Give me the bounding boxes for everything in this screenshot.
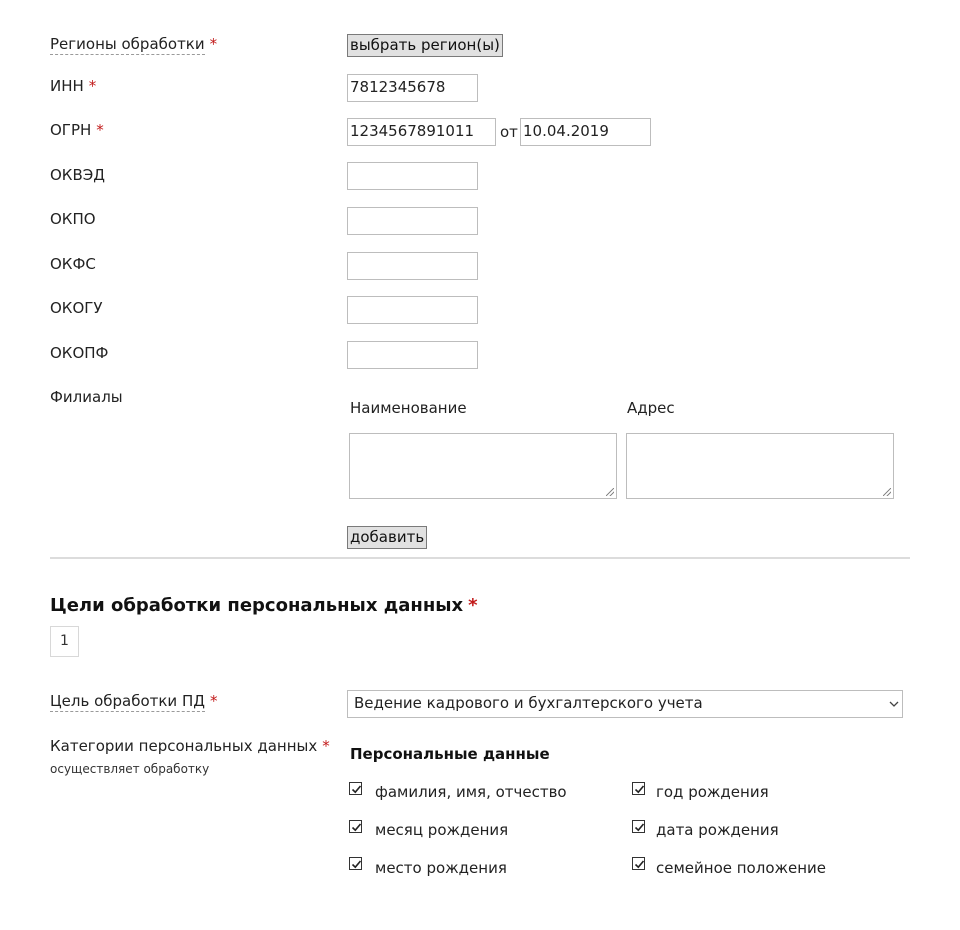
checkbox-checked-icon[interactable]: [632, 857, 645, 870]
purposes-section-title: [50, 595, 478, 616]
inn-label-text: ИНН: [50, 77, 84, 95]
inn-label: [50, 77, 96, 95]
goal-label: [50, 692, 217, 710]
checkbox-checked-icon[interactable]: [349, 782, 362, 795]
okved-input[interactable]: [347, 162, 478, 190]
select-regions-button[interactable]: выбрать регион(ы): [347, 34, 503, 57]
regions-label: [50, 35, 217, 53]
goal-select[interactable]: [347, 690, 903, 718]
ogrn-date-from-label: от: [500, 123, 518, 141]
okpo-input[interactable]: [347, 207, 478, 235]
section-divider: [50, 557, 910, 559]
okved-label: ОКВЭД: [50, 166, 105, 184]
purposes-title-text: Цели обработки персональных данных: [50, 595, 464, 616]
branch-address-column-label: Адрес: [627, 399, 675, 417]
required-marker: *: [322, 737, 330, 755]
okfs-input[interactable]: [347, 252, 478, 280]
resize-grip-icon[interactable]: [883, 488, 891, 496]
category-checkbox-label: место рождения: [375, 859, 507, 877]
okopf-label: ОКОПФ: [50, 344, 109, 362]
okogu-input[interactable]: [347, 296, 478, 324]
chevron-down-icon: [889, 699, 899, 709]
checkbox-checked-icon[interactable]: [632, 820, 645, 833]
category-checkbox-label: месяц рождения: [375, 821, 509, 839]
personal-data-group-title: Персональные данные: [350, 745, 550, 763]
categories-label: [50, 737, 330, 755]
ogrn-label: [50, 121, 104, 139]
required-marker: *: [209, 692, 218, 710]
goal-label-text: Цель обработки ПД: [50, 692, 205, 710]
required-marker: *: [96, 121, 104, 139]
regions-label-text: Регионы обработки: [50, 35, 205, 53]
ogrn-label-text: ОГРН: [50, 121, 92, 139]
branch-name-textarea[interactable]: [349, 433, 617, 499]
branches-label: Филиалы: [50, 388, 123, 406]
goal-select-value: Ведение кадрового и бухгалтерского учета: [354, 694, 703, 712]
ogrn-input[interactable]: 1234567891011: [347, 118, 496, 146]
categories-sublabel: осуществляет обработку: [50, 762, 210, 776]
category-checkbox-label: дата рождения: [656, 821, 779, 839]
required-marker: *: [88, 77, 97, 95]
add-branch-button[interactable]: добавить: [347, 526, 427, 549]
checkbox-checked-icon[interactable]: [632, 782, 645, 795]
category-checkbox-label: семейное положение: [656, 859, 827, 877]
inn-input[interactable]: 7812345678: [347, 74, 478, 102]
required-marker: *: [209, 35, 218, 53]
okpo-label: ОКПО: [50, 210, 96, 228]
okfs-label: ОКФС: [50, 255, 96, 273]
ogrn-date-input[interactable]: 10.04.2019: [520, 118, 651, 146]
category-checkbox-label: фамилия, имя, отчество: [375, 783, 567, 801]
required-marker: *: [468, 595, 478, 616]
checkbox-checked-icon[interactable]: [349, 857, 362, 870]
branch-address-textarea[interactable]: [626, 433, 894, 499]
okopf-input[interactable]: [347, 341, 478, 369]
categories-label-text: Категории персональных данных: [50, 737, 318, 755]
resize-grip-icon[interactable]: [606, 488, 614, 496]
category-checkbox-label: год рождения: [656, 783, 769, 801]
purpose-tab-1[interactable]: 1: [50, 626, 79, 657]
okogu-label: ОКОГУ: [50, 299, 103, 317]
branch-name-column-label: Наименование: [350, 399, 467, 417]
checkbox-checked-icon[interactable]: [349, 820, 362, 833]
